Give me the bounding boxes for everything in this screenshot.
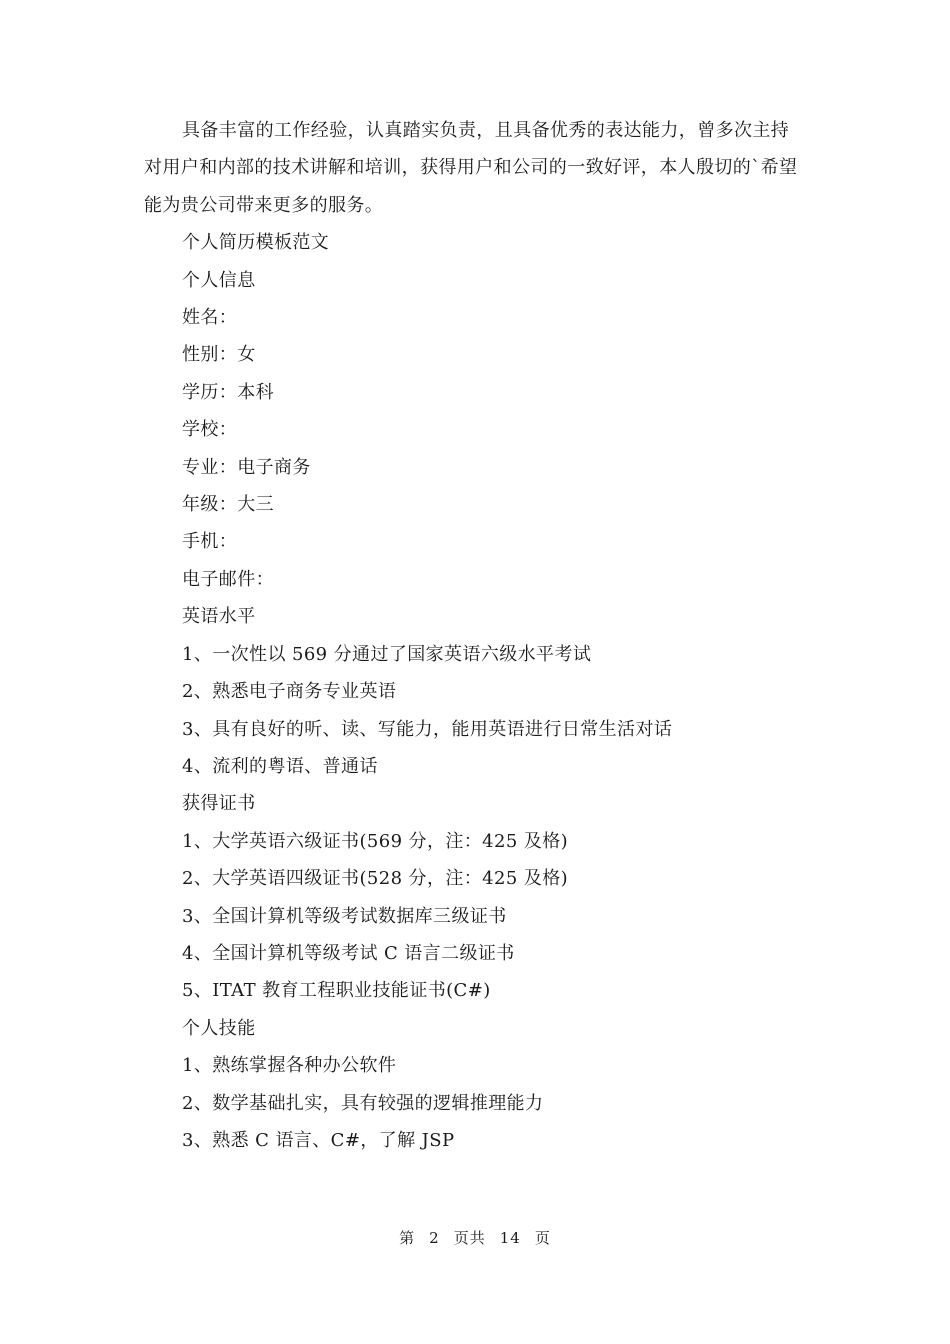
- document-body: [144, 112, 804, 1159]
- document-title: 个人简历模板范文: [182, 232, 330, 254]
- footer-suffix: 页: [534, 1229, 551, 1247]
- footer-middle: 页共: [453, 1229, 486, 1247]
- info-item-school: 学校：: [182, 419, 238, 441]
- certificate-item: 2、大学英语四级证书(528 分，注：425 及格): [182, 868, 569, 890]
- footer-total-pages: 14: [499, 1229, 521, 1247]
- english-item: 3、具有良好的听、读、写能力，能用英语进行日常生活对话: [182, 718, 673, 740]
- info-item-name: 姓名：: [182, 307, 238, 329]
- info-item-grade: 年级：大三: [182, 494, 274, 516]
- info-item-education: 学历：本科: [182, 381, 274, 403]
- section-heading-english: 英语水平: [182, 606, 256, 628]
- footer-prefix: 第: [399, 1229, 416, 1247]
- certificate-item: 1、大学英语六级证书(569 分，注：425 及格): [182, 830, 569, 852]
- section-heading-certificates: 获得证书: [182, 793, 256, 815]
- info-item-gender: 性别：女: [182, 344, 256, 366]
- info-item-email: 电子邮件：: [182, 568, 274, 590]
- skill-item: 2、数学基础扎实，具有较强的逻辑推理能力: [182, 1092, 544, 1114]
- skill-item: 1、熟练掌握各种办公软件: [182, 1055, 397, 1077]
- certificate-item: 3、全国计算机等级考试数据库三级证书: [182, 905, 507, 927]
- section-heading-personal-info: 个人信息: [182, 269, 256, 291]
- certificate-item: 4、全国计算机等级考试 C 语言二级证书: [182, 942, 515, 964]
- certificate-item: 5、ITAT 教育工程职业技能证书(C#): [182, 980, 491, 1002]
- info-item-phone: 手机：: [182, 531, 238, 553]
- info-item-major: 专业：电子商务: [182, 456, 311, 478]
- english-item: 4、流利的粤语、普通话: [182, 755, 378, 777]
- page-footer: [0, 1227, 950, 1248]
- intro-paragraph: 具备丰富的工作经验，认真踏实负责，且具备优秀的表达能力，曾多次主持对用户和内部的技术讲解和培训，获得用户和公司的一致好评，本人殷切的`希望能为贵公司带来更多的服务。: [144, 120, 798, 216]
- section-heading-skills: 个人技能: [182, 1017, 256, 1039]
- english-item: 1、一次性以 569 分通过了国家英语六级水平考试: [182, 643, 592, 665]
- skill-item: 3、熟悉 C 语言、C#，了解 JSP: [182, 1129, 455, 1151]
- english-item: 2、熟悉电子商务专业英语: [182, 681, 397, 703]
- footer-page-number: 2: [429, 1229, 440, 1247]
